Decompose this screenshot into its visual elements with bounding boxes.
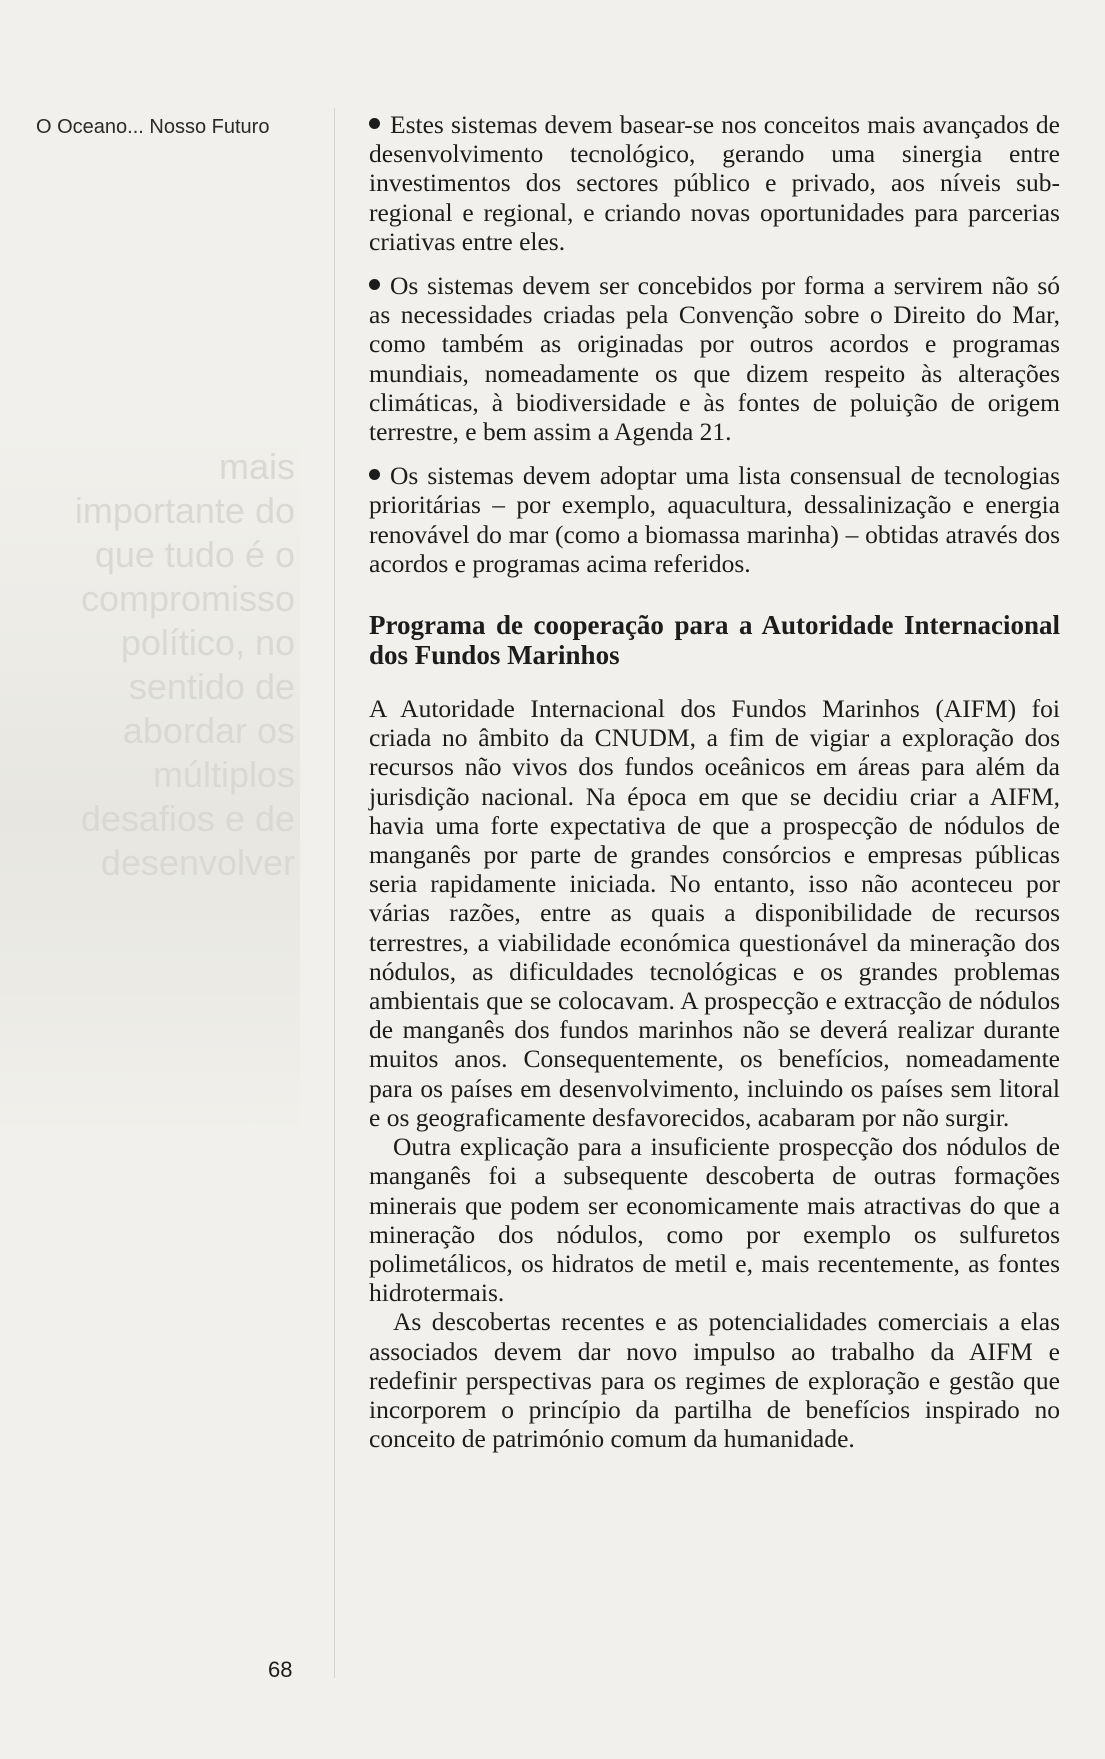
margin-pull-quote: mais importante do que tudo é o compromisso político, no sentido de abordar os múltiplos desafios e de desenvolver <box>74 446 295 883</box>
bullet-text: Estes sistemas devem basear-se nos conceitos mais avançados de desenvolvimento tecnológico, gerando uma sinergia entre investimentos dos sectores público e privado, aos níveis sub-regional e regional, e criando novas oportunidades para parcerias criativas entre eles. <box>369 110 1060 256</box>
bullet-paragraph-1 <box>369 110 1060 256</box>
bullet-text: Os sistemas devem adoptar uma lista consensual de tecnologias prioritárias – por exemplo, aquacultura, dessalinização e energia renovável do mar (como a biomassa marinha) – obtidas através dos acordos e programas acima referidos. <box>369 461 1060 578</box>
bullet-icon <box>369 469 380 480</box>
running-head: O Oceano... Nosso Futuro <box>36 116 270 138</box>
section-heading: Programa de cooperação para a Autoridade Internacional dos Fundos Marinhos <box>369 610 1060 671</box>
column-divider <box>334 108 335 1678</box>
body-paragraph-1: A Autoridade Internacional dos Fundos Marinhos (AIFM) foi criada no âmbito da CNUDM, a fim de vigiar a exploração dos recursos não vivos dos fundos oceânicos em áreas para além da jurisdição nacional. Na época em que se decidiu criar a AIFM, havia uma forte expectativa de que a prospecção de nódulos de manganês por parte de grandes consórcios e empresas públicas seria rapidamente iniciada. No entanto, isso não aconteceu por várias razões, entre as quais a disponibilidade de recursos terrestres, a viabilidade económica questionável da mineração dos nódulos, as dificuldades tecnológicas e os grandes problemas ambientais que se colocavam. A prospecção e extracção de nódulos de manganês dos fundos marinhos não se deverá realizar durante muitos anos. Consequentemente, os benefícios, nomeadamente para os países em desenvolvimento, incluindo os países sem litoral e os geograficamente desfavorecidos, acabaram por não surgir. <box>369 694 1060 1132</box>
page-number: 68 <box>268 1657 293 1682</box>
bullet-icon <box>369 118 380 129</box>
main-text-column <box>369 110 1060 1453</box>
bullet-text: Os sistemas devem ser concebidos por forma a servirem não só as necessidades criadas pela Convenção sobre o Direito do Mar, como também as originadas por outros acordos e programas mundiais, nomeadamente os que dizem respeito às alterações climáticas, à biodiversidade e às fontes de poluição de origem terrestre, e bem assim a Agenda 21. <box>369 271 1060 447</box>
body-paragraph-2: Outra explicação para a insuficiente prospecção dos nódulos de manganês foi a subsequente descoberta de outras formações minerais que podem ser economicamente mais atractivas do que a mineração dos nódulos, como por exemplo os sulfuretos polimetálicos, os hidratos de metil e, mais recentemente, as fontes hidrotermais. <box>369 1132 1060 1308</box>
body-paragraph-3: As descobertas recentes e as potencialidades comerciais a elas associados devem dar novo impulso ao trabalho da AIFM e redefinir perspectivas para os regimes de exploração e gestão que incorporem o princípio da partilha de benefícios inspirado no conceito de património comum da humanidade. <box>369 1307 1060 1454</box>
bullet-paragraph-2 <box>369 271 1060 446</box>
bullet-paragraph-3 <box>369 461 1060 578</box>
bullet-icon <box>369 279 380 290</box>
